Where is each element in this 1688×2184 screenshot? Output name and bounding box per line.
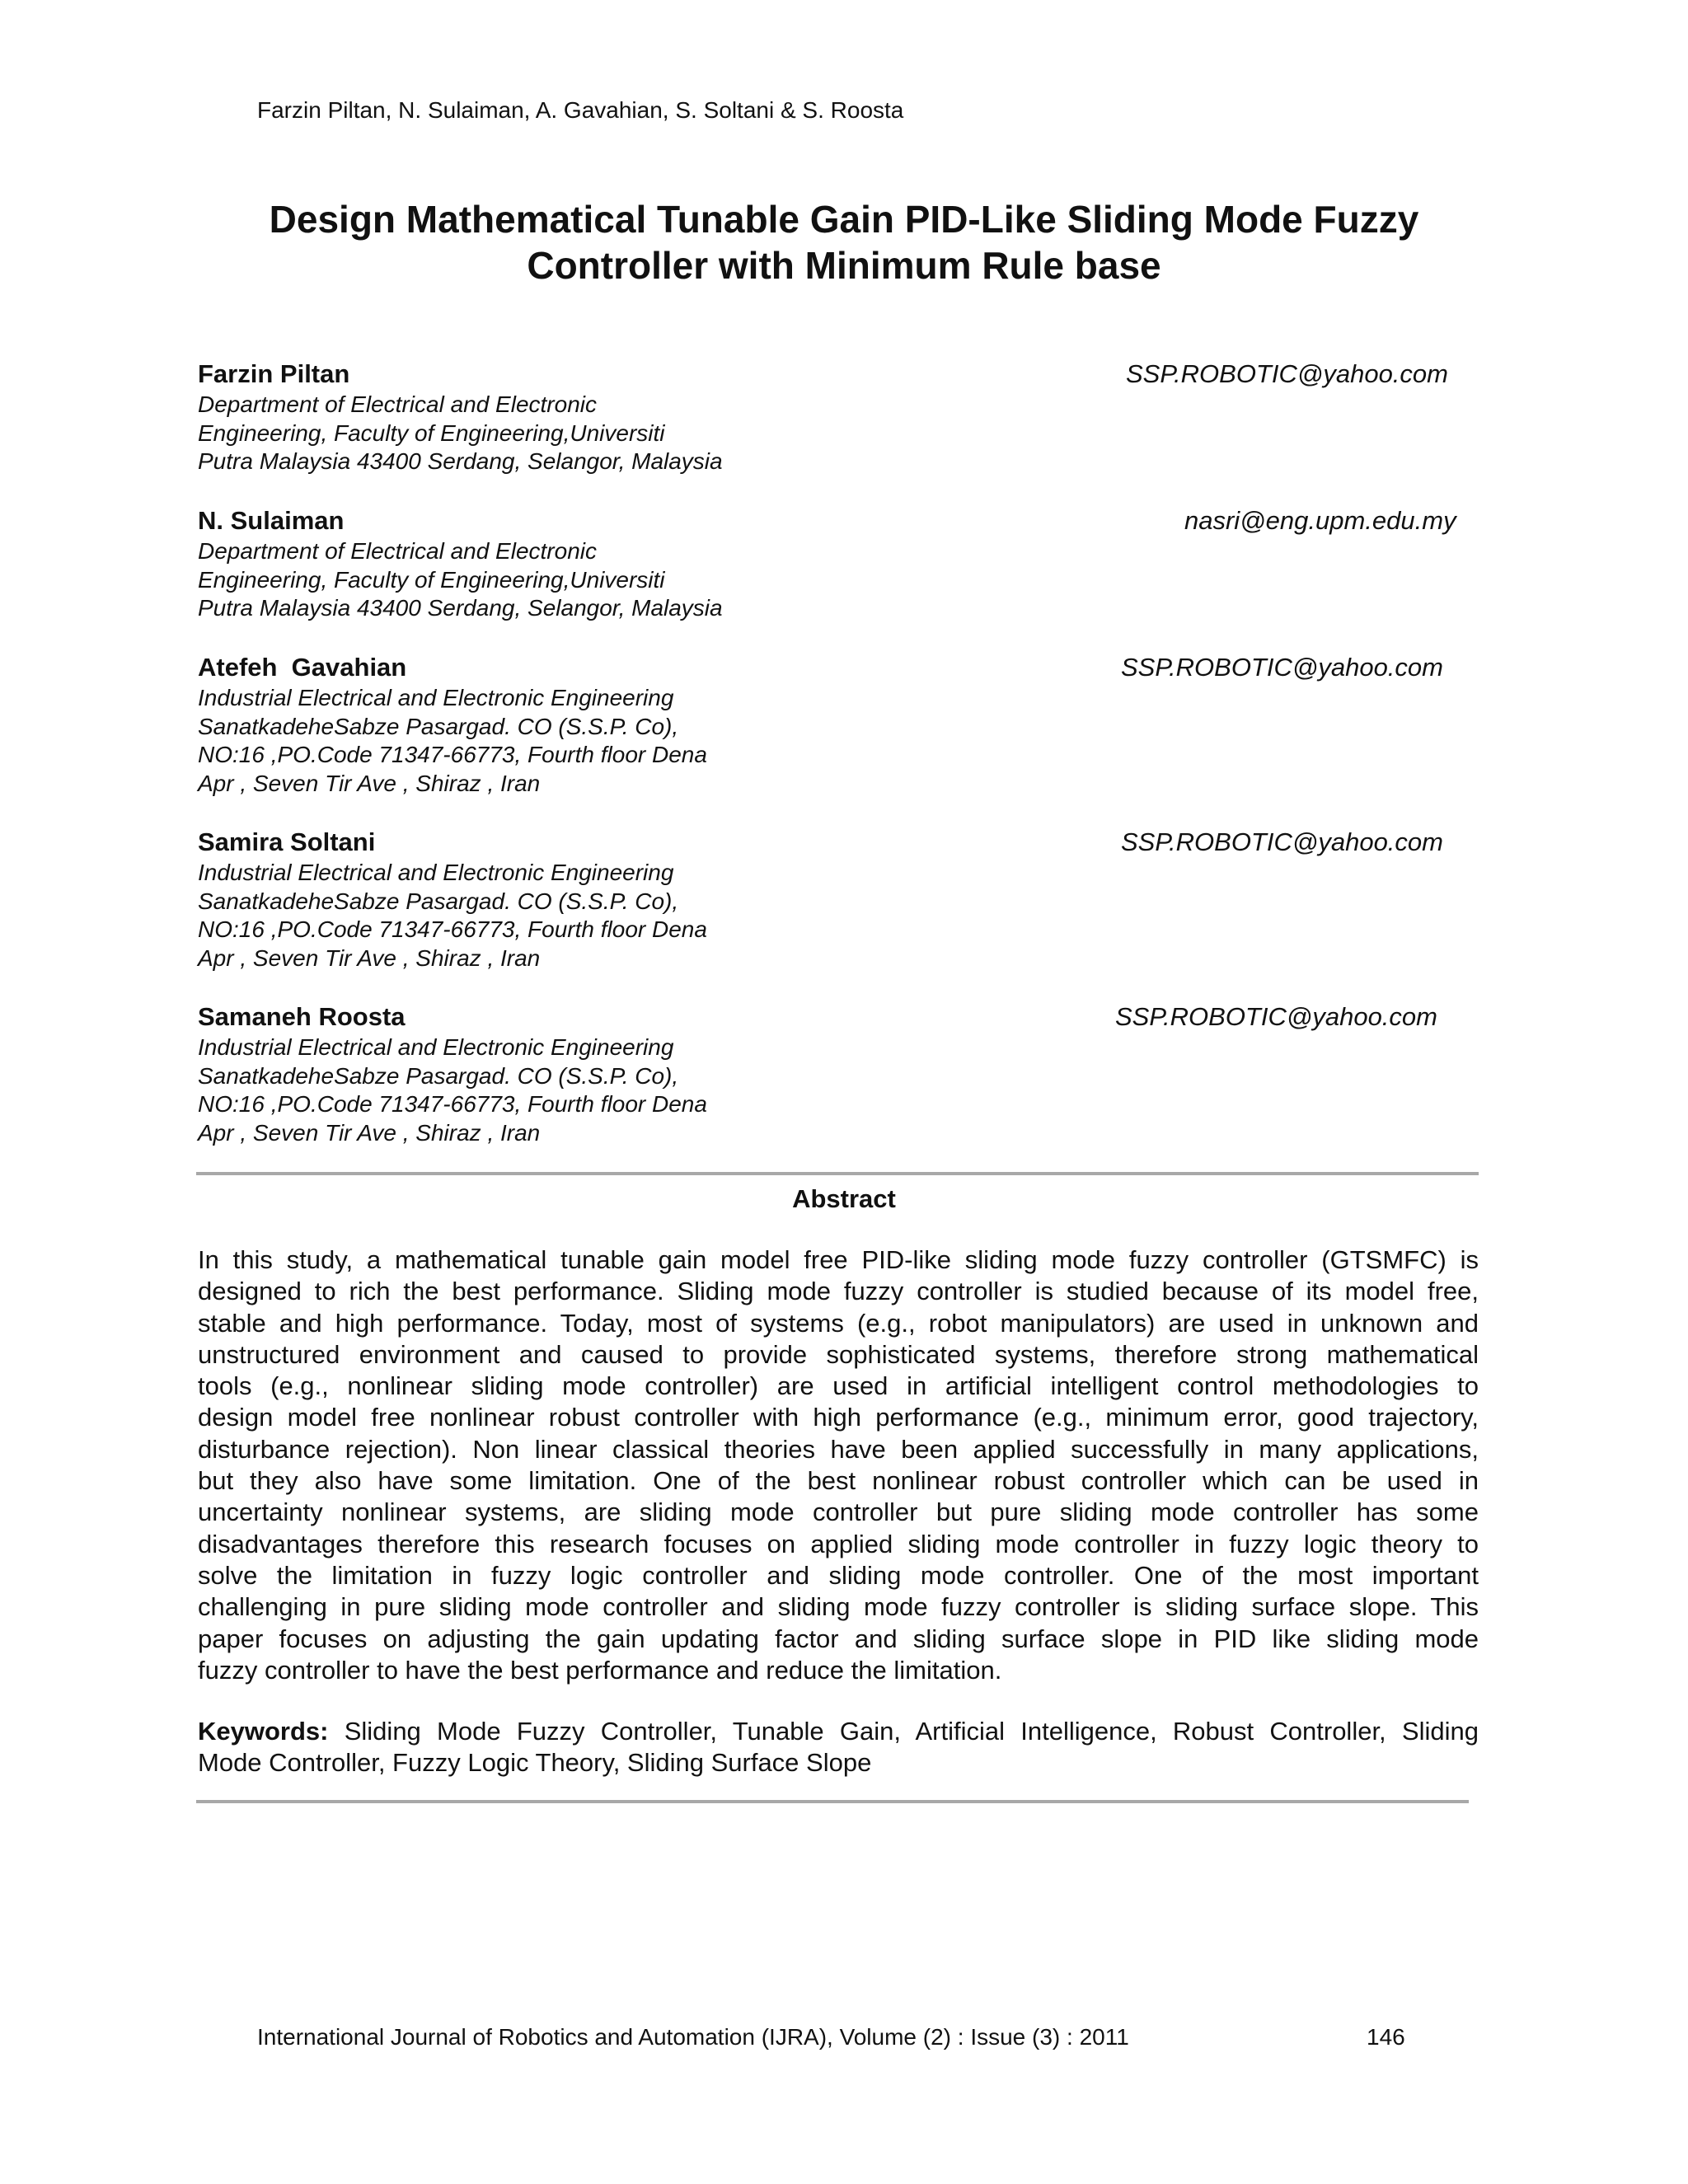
keywords-line-1 xyxy=(198,1716,1479,1747)
author-name: Samira Soltani xyxy=(198,827,376,856)
author-name: N. Sulaiman xyxy=(198,506,345,535)
abstract-line: disturbance rejection). Non linear classical theories have been applied successfully in many applications, xyxy=(198,1434,1479,1464)
footer-journal: International Journal of Robotics and Automation (IJRA), Volume (2) : Issue (3) : 2011 xyxy=(257,2024,1129,2050)
affiliation-line: SanatkadeheSabze Pasargad. CO (S.S.P. Co), xyxy=(198,713,679,739)
keywords-label: Keywords: xyxy=(198,1717,329,1746)
abstract-line: paper focuses on adjusting the gain updating factor and sliding surface slope in PID like sliding mode xyxy=(198,1624,1479,1653)
title-line-2: Controller with Minimum Rule base xyxy=(527,244,1161,287)
author-affiliation xyxy=(198,391,1474,476)
author-email: SSP.ROBOTIC@yahoo.com xyxy=(1126,359,1448,388)
page-number: 146 xyxy=(1367,2024,1405,2050)
affiliation-line: Industrial Electrical and Electronic Engineering xyxy=(198,685,674,710)
affiliation-line: Putra Malaysia 43400 Serdang, Selangor, Malaysia xyxy=(198,595,723,621)
author-block-1 xyxy=(198,358,1474,476)
abstract-line: disadvantages therefore this research focuses on applied sliding mode controller in fuzzy logic theory to xyxy=(198,1529,1479,1558)
author-email: SSP.ROBOTIC@yahoo.com xyxy=(1121,827,1443,856)
affiliation-line: NO:16 ,PO.Code 71347-66773, Fourth floor Dena xyxy=(198,916,707,942)
author-name: Atefeh Gavahian xyxy=(198,653,407,682)
title-line-1: Design Mathematical Tunable Gain PID-Like Sliding Mode Fuzzy xyxy=(269,198,1419,241)
affiliation-line: Apr , Seven Tir Ave , Shiraz , Iran xyxy=(198,1119,541,1146)
abstract-line: unstructured environment and caused to provide sophisticated systems, therefore strong mathematical xyxy=(198,1339,1479,1369)
abstract-line: challenging in pure sliding mode controller and sliding mode fuzzy controller is sliding surface slope. This xyxy=(198,1592,1479,1622)
abstract-line: fuzzy controller to have the best performance and reduce the limitation. xyxy=(198,1655,1002,1685)
abstract-body xyxy=(198,1244,1479,1686)
abstract-line: In this study, a mathematical tunable gain model free PID-like sliding mode fuzzy controller (GTSMFC) is xyxy=(198,1245,1479,1274)
author-email: SSP.ROBOTIC@yahoo.com xyxy=(1115,1002,1437,1031)
abstract-line: but they also have some limitation. One of the best nonlinear robust controller which can be used in xyxy=(198,1466,1479,1496)
abstract-line: solve the limitation in fuzzy logic controller and sliding mode controller. One of the most important xyxy=(198,1560,1479,1590)
affiliation-line: Industrial Electrical and Electronic Engineering xyxy=(198,1034,674,1060)
affiliation-line: Department of Electrical and Electronic xyxy=(198,391,597,417)
author-block-2 xyxy=(198,504,1474,623)
affiliation-line: Engineering, Faculty of Engineering,Universiti xyxy=(198,419,665,446)
author-name: Samaneh Roosta xyxy=(198,1002,406,1031)
author-name: Farzin Piltan xyxy=(198,359,350,388)
affiliation-line: Putra Malaysia 43400 Serdang, Selangor, Malaysia xyxy=(198,448,723,474)
affiliation-line: Department of Electrical and Electronic xyxy=(198,538,597,564)
paper-title xyxy=(165,196,1523,288)
abstract-line: design model free nonlinear robust controller with high performance (e.g., minimum error, good trajectory, xyxy=(198,1403,1479,1432)
abstract-line: stable and high performance. Today, most of systems (e.g., robot manipulators) are used in unknown and xyxy=(198,1308,1479,1338)
author-block-3 xyxy=(198,651,1474,798)
running-header: Farzin Piltan, N. Sulaiman, A. Gavahian, S. Soltani & S. Roosta xyxy=(257,97,904,123)
keywords-line-2: Mode Controller, Fuzzy Logic Theory, Sliding Surface Slope xyxy=(198,1748,872,1777)
author-affiliation xyxy=(198,859,1474,972)
abstract-heading: Abstract xyxy=(792,1184,896,1213)
affiliation-line: Apr , Seven Tir Ave , Shiraz , Iran xyxy=(198,944,541,971)
author-block-4 xyxy=(198,826,1474,972)
affiliation-line: SanatkadeheSabze Pasargad. CO (S.S.P. Co), xyxy=(198,888,679,914)
affiliation-line: SanatkadeheSabze Pasargad. CO (S.S.P. Co), xyxy=(198,1062,679,1089)
author-email: SSP.ROBOTIC@yahoo.com xyxy=(1121,653,1443,682)
divider-top xyxy=(196,1172,1479,1175)
author-affiliation xyxy=(198,537,1474,623)
author-affiliation xyxy=(198,1033,1474,1147)
affiliation-line: Engineering, Faculty of Engineering,Universiti xyxy=(198,566,665,593)
author-block-5 xyxy=(198,1001,1474,1147)
author-affiliation xyxy=(198,684,1474,798)
abstract-line: tools (e.g., nonlinear sliding mode controller) are used in artificial intelligent control methodologies to xyxy=(198,1371,1479,1401)
abstract-line: designed to rich the best performance. Sliding mode fuzzy controller is studied because of its model free, xyxy=(198,1277,1479,1306)
abstract-line: uncertainty nonlinear systems, are sliding mode controller but pure sliding mode controller has some xyxy=(198,1497,1479,1527)
keywords xyxy=(198,1716,1479,1779)
affiliation-line: Apr , Seven Tir Ave , Shiraz , Iran xyxy=(198,770,541,796)
affiliation-line: NO:16 ,PO.Code 71347-66773, Fourth floor Dena xyxy=(198,1091,707,1117)
affiliation-line: Industrial Electrical and Electronic Engineering xyxy=(198,860,674,885)
keywords-text-1: Sliding Mode Fuzzy Controller, Tunable Gain, Artificial Intelligence, Robust Controller, Sliding xyxy=(344,1717,1479,1746)
divider-bottom xyxy=(196,1800,1469,1803)
author-email: nasri@eng.upm.edu.my xyxy=(1184,506,1456,535)
affiliation-line: NO:16 ,PO.Code 71347-66773, Fourth floor Dena xyxy=(198,742,707,767)
